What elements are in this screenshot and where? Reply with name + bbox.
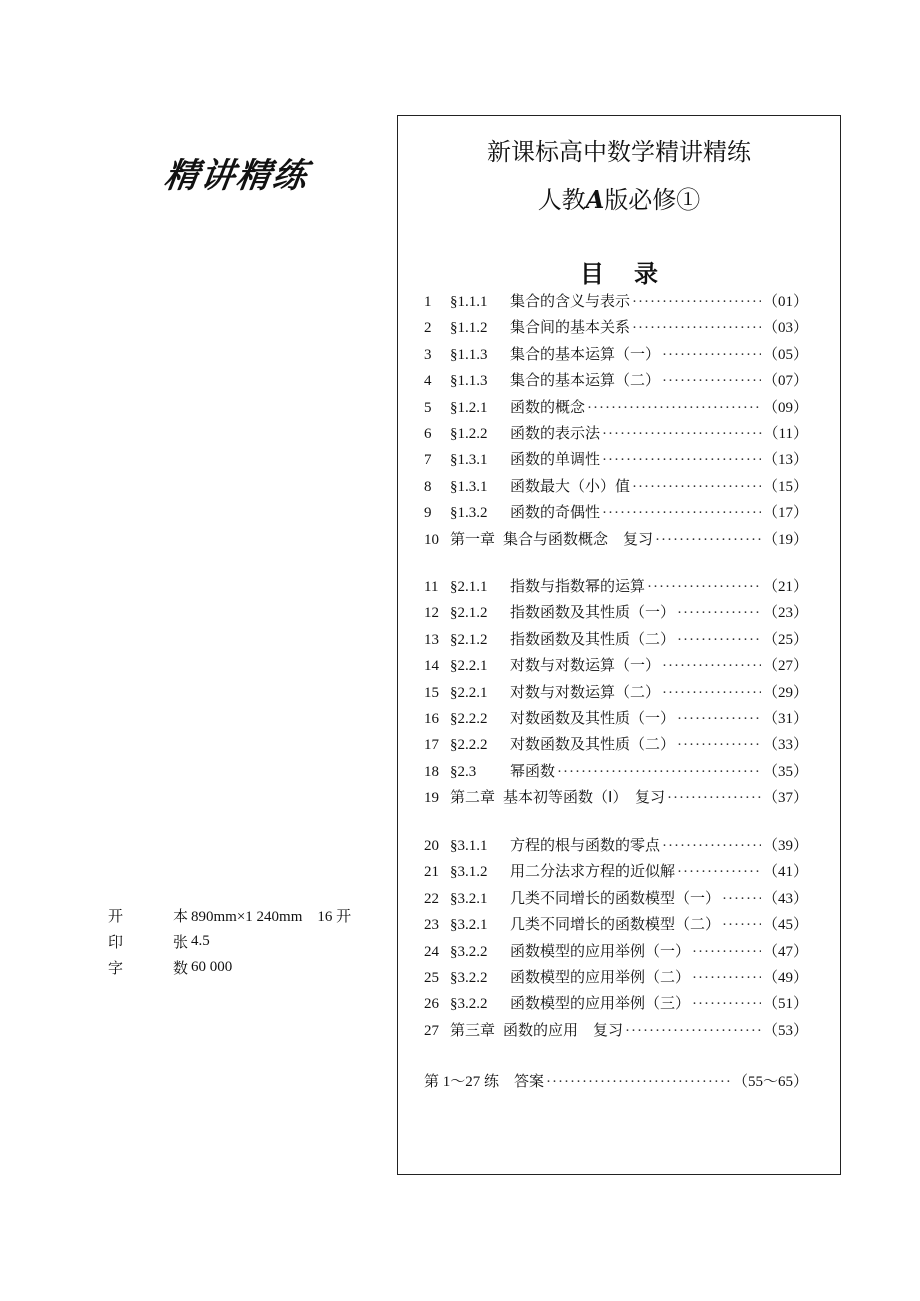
toc-entry[interactable] <box>424 940 808 966</box>
toc-entry-section: §1.2.2 <box>450 425 488 442</box>
toc-entry-title: 函数模型的应用举例（二） <box>510 969 691 986</box>
toc-leader <box>546 1074 731 1091</box>
toc-entry-number: 8 <box>424 478 432 495</box>
toc-entry-title: 集合的基本运算（二） <box>510 373 661 390</box>
toc-entry[interactable] <box>424 834 808 860</box>
toc-entry-section: §2.1.2 <box>450 605 488 622</box>
toc-entry-page: （45） <box>762 917 808 934</box>
colophon-sheets-value: 4.5 <box>191 932 210 949</box>
toc-entry-number: 26 <box>424 996 439 1013</box>
colophon <box>108 902 351 980</box>
toc-answers-label: 第 1～27 练 答案 <box>424 1074 545 1090</box>
toc-entry-page: （53） <box>762 1022 808 1039</box>
toc-entry-page: （27） <box>762 658 808 675</box>
toc-entry-page: （25） <box>762 631 808 648</box>
toc-frame <box>397 115 841 1175</box>
toc-entry-page: （05） <box>762 346 808 363</box>
toc-leader <box>667 790 761 807</box>
toc-entry[interactable] <box>424 501 808 527</box>
toc-entry[interactable] <box>424 396 808 422</box>
toc-entry-title: 对数函数及其性质（二） <box>510 737 676 754</box>
toc-entry-title: 指数与指数幂的运算 <box>510 579 646 595</box>
toc-entry-page: （19） <box>762 531 808 548</box>
toc-entry-number: 24 <box>424 943 439 960</box>
toc-entry-page: （51） <box>762 996 808 1013</box>
toc-leader <box>692 944 761 961</box>
toc-entry-section: §1.3.1 <box>450 478 488 495</box>
toc-entry-number: 10 <box>424 531 439 548</box>
colophon-row-format: 开 本 890mm×1 240mm 16 开 <box>108 902 351 928</box>
toc-entry-number: 5 <box>424 399 432 416</box>
toc-leader <box>602 452 761 469</box>
toc-entry-number: 23 <box>424 917 439 934</box>
toc-entry-title: 基本初等函数（Ⅰ） 复习 <box>503 790 665 807</box>
toc-entry-page: （33） <box>762 737 808 754</box>
toc-leader <box>692 996 761 1013</box>
toc-entry-page: （01） <box>762 294 808 310</box>
toc-entry-section: §2.2.2 <box>450 710 488 727</box>
toc-entry[interactable] <box>424 448 808 474</box>
toc-entry-number: 6 <box>424 425 432 442</box>
toc-leader <box>722 917 761 934</box>
toc-entry-title: 函数的表示法 <box>510 425 601 442</box>
toc-entry-number: 15 <box>424 684 439 701</box>
toc-entry-section: §2.3 <box>450 763 477 780</box>
toc-chapter-3 <box>424 834 808 1045</box>
toc-entry-section: §2.2.1 <box>450 684 488 701</box>
toc-entry-page: （07） <box>762 373 808 390</box>
toc-leader <box>662 347 761 364</box>
toc-leader <box>625 1023 761 1040</box>
toc-entry-section: §3.1.2 <box>450 864 488 881</box>
toc-entry[interactable] <box>424 887 808 913</box>
toc-entry[interactable] <box>424 707 808 733</box>
toc-entry-number: 9 <box>424 505 432 522</box>
toc-entry-section: §2.2.1 <box>450 658 488 675</box>
toc-entry[interactable] <box>424 786 808 812</box>
toc-entry-number: 18 <box>424 763 439 780</box>
toc-entry-title: 几类不同增长的函数模型（二） <box>510 917 721 934</box>
toc-entry[interactable] <box>424 422 808 448</box>
toc-entry[interactable] <box>424 760 808 786</box>
toc-entry[interactable] <box>424 601 808 627</box>
toc-entry-title: 函数的应用 复习 <box>503 1022 624 1039</box>
toc-entry-section: 第三章 <box>450 1022 496 1039</box>
toc-answers <box>424 1070 808 1096</box>
toc-entry-page: （29） <box>762 684 808 701</box>
toc-leader <box>662 838 761 855</box>
toc-entry-page: （13） <box>762 452 808 469</box>
toc-leader <box>677 711 761 728</box>
toc-entry-title: 函数的概念 <box>510 399 586 416</box>
toc-leader <box>677 737 761 754</box>
toc-entry[interactable] <box>424 316 808 342</box>
toc-entry-number: 17 <box>424 737 439 754</box>
toc-entry-page: （35） <box>762 763 808 780</box>
toc-entry-number: 7 <box>424 452 432 469</box>
toc-leader <box>587 400 761 417</box>
toc-leader <box>662 658 761 675</box>
toc-entry-section: §3.2.1 <box>450 917 488 934</box>
toc-entry-page: （49） <box>762 969 808 986</box>
toc-leader <box>677 632 761 649</box>
toc-entry-section: §2.2.2 <box>450 737 488 754</box>
toc-entry[interactable] <box>424 913 808 939</box>
toc-entry[interactable] <box>424 1019 808 1045</box>
toc-entry-number: 16 <box>424 710 439 727</box>
colophon-words-value: 60 000 <box>191 958 233 975</box>
toc-entry-page: （43） <box>762 890 808 907</box>
toc-entry-number: 27 <box>424 1022 439 1039</box>
toc-entry-title: 集合间的基本关系 <box>510 320 631 337</box>
toc-entry-section: 第一章 <box>450 531 496 548</box>
toc-entry-section: §3.2.2 <box>450 969 488 986</box>
toc-chapter-2 <box>424 575 808 813</box>
toc-entry[interactable] <box>424 628 808 654</box>
toc-entry-title: 函数的单调性 <box>510 452 601 469</box>
toc-entry-section: §1.1.3 <box>450 373 488 390</box>
toc-entry-title: 集合的基本运算（一） <box>510 346 661 363</box>
toc-entry[interactable] <box>424 343 808 369</box>
toc-entry-section: §1.3.1 <box>450 452 488 469</box>
toc-entry-number: 1 <box>424 294 432 310</box>
colophon-format-value: 890mm×1 240mm 16 开 <box>191 908 352 925</box>
toc-entry-title: 方程的根与函数的零点 <box>510 838 661 854</box>
toc-entry-title: 函数的奇偶性 <box>510 505 601 522</box>
toc-entry-number: 22 <box>424 890 439 907</box>
toc-entry[interactable] <box>424 860 808 886</box>
colophon-row-words: 字 数 60 000 <box>108 958 233 977</box>
toc-entry-number: 14 <box>424 658 439 675</box>
toc-answers-entry[interactable] <box>424 1070 808 1096</box>
toc-entry[interactable] <box>424 992 808 1018</box>
toc-entry-page: （03） <box>762 320 808 337</box>
toc-entry-section: §1.1.2 <box>450 320 488 337</box>
toc-leader <box>557 764 761 781</box>
toc-leader <box>655 532 761 549</box>
toc-leader <box>602 426 762 443</box>
toc-entry[interactable] <box>424 733 808 759</box>
toc-entry-section: §2.1.1 <box>450 579 488 595</box>
toc-entry-section: §2.1.2 <box>450 631 488 648</box>
toc-entry-title: 用二分法求方程的近似解 <box>510 864 676 881</box>
edition-letter: A <box>585 185 605 214</box>
toc-leader <box>677 864 761 881</box>
toc-entry-title: 对数与对数运算（二） <box>510 684 661 701</box>
toc-entry-section: 第二章 <box>450 790 496 807</box>
toc-entry-page: （41） <box>762 864 808 881</box>
toc-entry-title: 对数与对数运算（一） <box>510 658 661 675</box>
toc-entry-title: 集合与函数概念 复习 <box>503 531 654 548</box>
toc-entry-page: （47） <box>762 943 808 960</box>
toc-entry-number: 11 <box>424 579 439 595</box>
toc-entry-page: （21） <box>762 579 808 595</box>
toc-entry[interactable] <box>424 475 808 501</box>
toc-leader <box>632 479 761 496</box>
toc-entry-number: 13 <box>424 631 439 648</box>
toc-entry-page: （09） <box>762 399 808 416</box>
toc-entry[interactable] <box>424 369 808 395</box>
toc-entry[interactable] <box>424 575 808 601</box>
book-subtitle: 人教A版必修① <box>537 185 701 214</box>
toc-entry-page: （15） <box>762 478 808 495</box>
toc-entry-number: 21 <box>424 864 439 881</box>
toc-chapter-1 <box>424 290 808 554</box>
toc-entry-section: §3.1.1 <box>450 838 488 854</box>
toc-entry-title: 集合的含义与表示 <box>510 294 631 310</box>
toc-leader <box>662 373 761 390</box>
toc-entry-section: §3.2.1 <box>450 890 488 907</box>
toc-entry-number: 19 <box>424 790 439 807</box>
toc-entry-title: 指数函数及其性质（一） <box>510 605 676 622</box>
toc-entry[interactable] <box>424 681 808 707</box>
toc-entry[interactable] <box>424 966 808 992</box>
toc-heading: 目录 <box>580 260 688 288</box>
toc-entry-title: 函数模型的应用举例（三） <box>510 996 691 1013</box>
colophon-row-sheets: 印 张 4.5 <box>108 932 210 951</box>
toc-entry[interactable] <box>424 290 808 316</box>
toc-entry-section: §1.2.1 <box>450 399 488 416</box>
toc-entry-title: 几类不同增长的函数模型（一） <box>510 890 721 907</box>
toc-leader <box>692 970 761 987</box>
toc-entry-page: （39） <box>762 838 808 854</box>
toc-entry-number: 3 <box>424 346 432 363</box>
toc-entry-number: 4 <box>424 373 432 390</box>
toc-leader <box>662 685 761 702</box>
toc-entry-page: （37） <box>762 790 808 807</box>
toc-entry-title: 函数最大（小）值 <box>510 478 631 495</box>
toc-answers-page: （55～65） <box>732 1074 808 1090</box>
toc-entry-section: §3.2.2 <box>450 996 488 1013</box>
toc-entry-title: 幂函数 <box>510 763 556 780</box>
toc-entry-page: （23） <box>762 605 808 622</box>
toc-entry-section: §1.3.2 <box>450 505 488 522</box>
toc-entry-number: 20 <box>424 838 439 854</box>
toc-entry[interactable] <box>424 528 808 554</box>
toc-leader <box>602 505 761 522</box>
toc-entry-section: §3.2.2 <box>450 943 488 960</box>
toc-entry-section: §1.1.1 <box>450 294 488 310</box>
toc-entry-section: §1.1.3 <box>450 346 488 363</box>
toc-entry-title: 对数函数及其性质（一） <box>510 710 676 727</box>
toc-entry-page: （11） <box>763 425 808 442</box>
toc-entry-number: 25 <box>424 969 439 986</box>
toc-entry-page: （31） <box>762 710 808 727</box>
book-title: 新课标高中数学精讲精练 <box>487 138 751 166</box>
toc-leader <box>632 294 761 311</box>
toc-entry-number: 12 <box>424 605 439 622</box>
brand-title: 精讲精练 <box>161 156 312 196</box>
toc-leader <box>677 605 761 622</box>
toc-leader <box>632 320 761 337</box>
toc-entry-title: 指数函数及其性质（二） <box>510 631 676 648</box>
toc-entry[interactable] <box>424 654 808 680</box>
toc-leader <box>722 891 761 908</box>
toc-entry-number: 2 <box>424 320 432 337</box>
toc-leader <box>647 579 761 596</box>
toc-entry-title: 函数模型的应用举例（一） <box>510 943 691 960</box>
toc-entry-page: （17） <box>762 505 808 522</box>
